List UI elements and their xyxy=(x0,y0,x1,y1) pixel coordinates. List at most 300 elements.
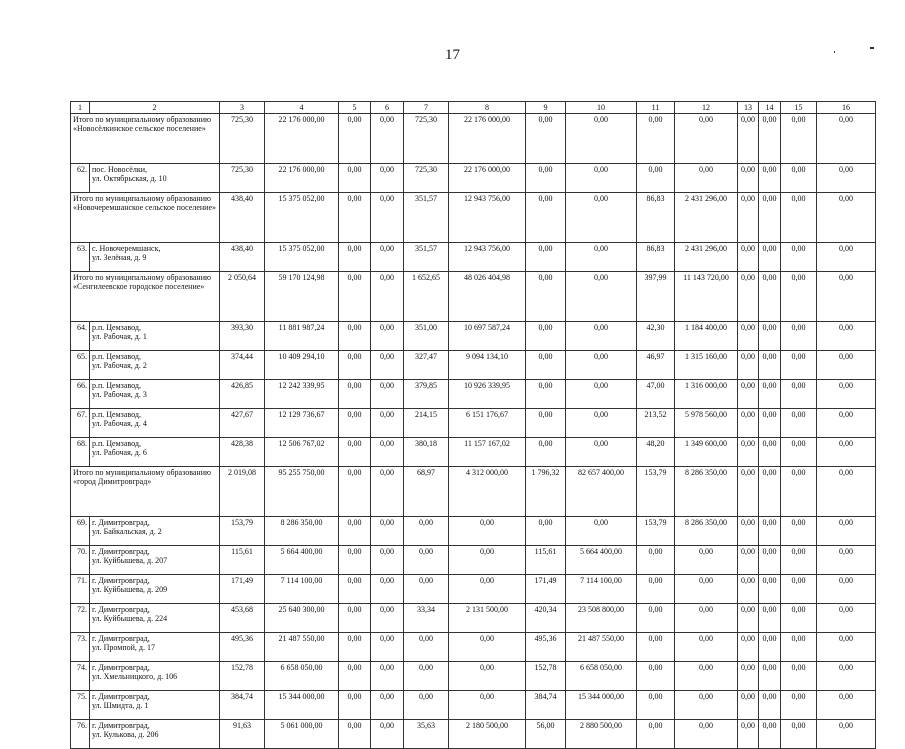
row-index: 75. xyxy=(71,691,90,720)
address-locality: р.п. Цемзавод, xyxy=(92,352,141,361)
address-cell xyxy=(90,164,220,193)
value-cell: 86,83 xyxy=(637,243,675,272)
value-cell: 0,00 xyxy=(675,164,738,193)
value-cell: 2 880 500,00 xyxy=(566,720,637,749)
row-index: 66. xyxy=(71,380,90,409)
page-number: 17 xyxy=(445,47,460,63)
value-cell: 0,00 xyxy=(675,691,738,720)
value-cell: 0,00 xyxy=(781,272,817,322)
value-cell: 0,00 xyxy=(339,438,371,467)
value-cell: 327,47 xyxy=(404,351,449,380)
value-cell: 0,00 xyxy=(637,114,675,164)
value-cell: 0,00 xyxy=(371,662,404,691)
value-cell: 0,00 xyxy=(738,243,759,272)
value-cell: 0,00 xyxy=(339,633,371,662)
value-cell: 0,00 xyxy=(738,164,759,193)
address-street: ул. Рабочая, д. 4 xyxy=(92,419,147,428)
value-cell: 33,34 xyxy=(404,604,449,633)
address-cell xyxy=(90,691,220,720)
value-cell: 86,83 xyxy=(637,193,675,243)
table-row xyxy=(71,633,876,662)
address-cell xyxy=(90,409,220,438)
value-cell: 0,00 xyxy=(738,467,759,517)
value-cell: 47,00 xyxy=(637,380,675,409)
value-cell: 351,57 xyxy=(404,243,449,272)
value-cell: 0,00 xyxy=(675,575,738,604)
value-cell: 0,00 xyxy=(371,243,404,272)
address-cell xyxy=(90,662,220,691)
value-cell: 23 508 800,00 xyxy=(566,604,637,633)
address-locality: с. Новочеремшанск, xyxy=(92,244,161,253)
value-cell: 48 026 404,98 xyxy=(449,272,526,322)
table-row xyxy=(71,409,876,438)
value-cell: 0,00 xyxy=(339,193,371,243)
value-cell: 0,00 xyxy=(817,633,876,662)
value-cell: 0,00 xyxy=(781,380,817,409)
value-cell: 0,00 xyxy=(526,438,566,467)
value-cell: 0,00 xyxy=(449,662,526,691)
value-cell: 9 094 134,10 xyxy=(449,351,526,380)
column-number: 5 xyxy=(339,102,371,114)
value-cell: 0,00 xyxy=(781,351,817,380)
value-cell: 153,79 xyxy=(637,467,675,517)
value-cell: 0,00 xyxy=(371,114,404,164)
value-cell: 0,00 xyxy=(371,575,404,604)
address-street: ул. Рабочая, д. 3 xyxy=(92,390,147,399)
value-cell: 0,00 xyxy=(738,438,759,467)
value-cell: 22 176 000,00 xyxy=(449,164,526,193)
value-cell: 0,00 xyxy=(817,322,876,351)
subtotal-row xyxy=(71,272,876,322)
value-cell: 0,00 xyxy=(637,164,675,193)
value-cell: 214,15 xyxy=(404,409,449,438)
value-cell: 0,00 xyxy=(637,546,675,575)
value-cell: 0,00 xyxy=(759,243,781,272)
value-cell: 0,00 xyxy=(339,467,371,517)
address-locality: г. Димитровград, xyxy=(92,547,150,556)
value-cell: 12 129 736,67 xyxy=(265,409,339,438)
value-cell: 725,30 xyxy=(404,164,449,193)
value-cell: 8 286 350,00 xyxy=(265,517,339,546)
address-street: ул. Шмидта, д. 1 xyxy=(92,701,149,710)
row-index: 64. xyxy=(71,322,90,351)
value-cell: 0,00 xyxy=(637,575,675,604)
table-row xyxy=(71,322,876,351)
address-cell xyxy=(90,720,220,749)
value-cell: 393,30 xyxy=(220,322,265,351)
value-cell: 374,44 xyxy=(220,351,265,380)
value-cell: 11 881 987,24 xyxy=(265,322,339,351)
row-index: 63. xyxy=(71,243,90,272)
value-cell: 0,00 xyxy=(566,322,637,351)
value-cell: 0,00 xyxy=(781,633,817,662)
column-number-row xyxy=(71,102,876,114)
value-cell: 0,00 xyxy=(781,517,817,546)
value-cell: 0,00 xyxy=(339,575,371,604)
value-cell: 0,00 xyxy=(526,517,566,546)
value-cell: 10 409 294,10 xyxy=(265,351,339,380)
value-cell: 0,00 xyxy=(817,409,876,438)
table-row xyxy=(71,380,876,409)
value-cell: 0,00 xyxy=(339,164,371,193)
value-cell: 5 978 560,00 xyxy=(675,409,738,438)
value-cell: 0,00 xyxy=(371,380,404,409)
value-cell: 2 019,08 xyxy=(220,467,265,517)
value-cell: 0,00 xyxy=(566,164,637,193)
scan-speck xyxy=(870,47,874,49)
value-cell: 6 658 050,00 xyxy=(566,662,637,691)
value-cell: 0,00 xyxy=(404,691,449,720)
value-cell: 12 506 767,02 xyxy=(265,438,339,467)
value-cell: 0,00 xyxy=(738,517,759,546)
value-cell: 0,00 xyxy=(339,351,371,380)
address-street: ул. Зелёная, д. 9 xyxy=(92,253,147,262)
value-cell: 0,00 xyxy=(449,691,526,720)
value-cell: 56,00 xyxy=(526,720,566,749)
column-number: 7 xyxy=(404,102,449,114)
value-cell: 152,78 xyxy=(526,662,566,691)
value-cell: 397,99 xyxy=(637,272,675,322)
value-cell: 115,61 xyxy=(220,546,265,575)
value-cell: 0,00 xyxy=(339,272,371,322)
row-index: 74. xyxy=(71,662,90,691)
value-cell: 0,00 xyxy=(526,164,566,193)
value-cell: 0,00 xyxy=(371,691,404,720)
value-cell: 21 487 550,00 xyxy=(265,633,339,662)
value-cell: 0,00 xyxy=(371,720,404,749)
row-index: 68. xyxy=(71,438,90,467)
row-index: 62. xyxy=(71,164,90,193)
value-cell: 0,00 xyxy=(817,546,876,575)
table-row xyxy=(71,691,876,720)
value-cell: 0,00 xyxy=(526,193,566,243)
value-cell: 0,00 xyxy=(781,243,817,272)
value-cell: 453,68 xyxy=(220,604,265,633)
address-locality: р.п. Цемзавод, xyxy=(92,439,141,448)
value-cell: 0,00 xyxy=(526,272,566,322)
value-cell: 0,00 xyxy=(759,633,781,662)
value-cell: 171,49 xyxy=(526,575,566,604)
value-cell: 5 061 000,00 xyxy=(265,720,339,749)
value-cell: 0,00 xyxy=(759,517,781,546)
value-cell: 0,00 xyxy=(817,691,876,720)
row-index: 69. xyxy=(71,517,90,546)
value-cell: 46,97 xyxy=(637,351,675,380)
value-cell: 0,00 xyxy=(675,114,738,164)
table-row xyxy=(71,720,876,749)
value-cell: 379,85 xyxy=(404,380,449,409)
value-cell: 4 312 000,00 xyxy=(449,467,526,517)
address-cell xyxy=(90,604,220,633)
value-cell: 0,00 xyxy=(759,193,781,243)
value-cell: 0,00 xyxy=(817,351,876,380)
row-index: 73. xyxy=(71,633,90,662)
row-index: 76. xyxy=(71,720,90,749)
value-cell: 0,00 xyxy=(781,438,817,467)
value-cell: 0,00 xyxy=(759,380,781,409)
row-index: 70. xyxy=(71,546,90,575)
table-row xyxy=(71,243,876,272)
value-cell: 0,00 xyxy=(339,243,371,272)
value-cell: 0,00 xyxy=(637,633,675,662)
value-cell: 495,36 xyxy=(526,633,566,662)
value-cell: 0,00 xyxy=(339,546,371,575)
scan-speck xyxy=(834,51,835,53)
value-cell: 5 664 400,00 xyxy=(265,546,339,575)
address-cell xyxy=(90,351,220,380)
value-cell: 725,30 xyxy=(220,114,265,164)
value-cell: 2 180 500,00 xyxy=(449,720,526,749)
value-cell: 0,00 xyxy=(404,546,449,575)
value-cell: 0,00 xyxy=(759,409,781,438)
value-cell: 42,30 xyxy=(637,322,675,351)
value-cell: 0,00 xyxy=(371,193,404,243)
address-street: ул. Рабочая, д. 6 xyxy=(92,448,147,457)
value-cell: 0,00 xyxy=(637,691,675,720)
value-cell: 0,00 xyxy=(566,114,637,164)
value-cell: 7 114 100,00 xyxy=(265,575,339,604)
value-cell: 153,79 xyxy=(637,517,675,546)
address-cell xyxy=(90,243,220,272)
value-cell: 11 157 167,02 xyxy=(449,438,526,467)
value-cell: 0,00 xyxy=(566,517,637,546)
value-cell: 0,00 xyxy=(339,691,371,720)
value-cell: 35,63 xyxy=(404,720,449,749)
value-cell: 0,00 xyxy=(759,438,781,467)
value-cell: 0,00 xyxy=(566,272,637,322)
value-cell: 0,00 xyxy=(738,272,759,322)
value-cell: 0,00 xyxy=(738,691,759,720)
value-cell: 0,00 xyxy=(738,575,759,604)
value-cell: 0,00 xyxy=(759,691,781,720)
value-cell: 384,74 xyxy=(220,691,265,720)
value-cell: 21 487 550,00 xyxy=(566,633,637,662)
value-cell: 426,85 xyxy=(220,380,265,409)
value-cell: 1 796,32 xyxy=(526,467,566,517)
column-number: 9 xyxy=(526,102,566,114)
column-number: 11 xyxy=(637,102,675,114)
value-cell: 0,00 xyxy=(566,351,637,380)
row-index: 71. xyxy=(71,575,90,604)
value-cell: 12 943 756,00 xyxy=(449,243,526,272)
value-cell: 0,00 xyxy=(759,322,781,351)
column-number: 4 xyxy=(265,102,339,114)
table-row xyxy=(71,604,876,633)
value-cell: 0,00 xyxy=(738,409,759,438)
value-cell: 495,36 xyxy=(220,633,265,662)
value-cell: 0,00 xyxy=(566,243,637,272)
value-cell: 0,00 xyxy=(738,720,759,749)
value-cell: 0,00 xyxy=(371,351,404,380)
value-cell: 0,00 xyxy=(371,546,404,575)
column-number: 13 xyxy=(738,102,759,114)
address-locality: р.п. Цемзавод, xyxy=(92,410,141,419)
subtotal-row xyxy=(71,114,876,164)
value-cell: 0,00 xyxy=(449,546,526,575)
address-street: ул. Куйбышева, д. 207 xyxy=(92,556,168,565)
value-cell: 0,00 xyxy=(781,575,817,604)
value-cell: 725,30 xyxy=(404,114,449,164)
value-cell: 0,00 xyxy=(637,604,675,633)
subtotal-row xyxy=(71,467,876,517)
value-cell: 351,57 xyxy=(404,193,449,243)
value-cell: 438,40 xyxy=(220,243,265,272)
value-cell: 0,00 xyxy=(781,604,817,633)
value-cell: 1 652,65 xyxy=(404,272,449,322)
value-cell: 22 176 000,00 xyxy=(265,164,339,193)
value-cell: 0,00 xyxy=(759,546,781,575)
value-cell: 0,00 xyxy=(781,409,817,438)
column-number: 3 xyxy=(220,102,265,114)
value-cell: 0,00 xyxy=(759,114,781,164)
value-cell: 2 431 296,00 xyxy=(675,193,738,243)
address-street: ул. Рабочая, д. 1 xyxy=(92,332,147,341)
value-cell: 0,00 xyxy=(817,164,876,193)
address-locality: г. Димитровград, xyxy=(92,605,150,614)
value-cell: 0,00 xyxy=(637,662,675,691)
column-number: 8 xyxy=(449,102,526,114)
value-cell: 6 658 050,00 xyxy=(265,662,339,691)
value-cell: 0,00 xyxy=(675,604,738,633)
value-cell: 0,00 xyxy=(404,575,449,604)
table-body xyxy=(71,102,876,749)
value-cell: 0,00 xyxy=(759,604,781,633)
value-cell: 0,00 xyxy=(339,604,371,633)
value-cell: 0,00 xyxy=(371,467,404,517)
value-cell: 420,34 xyxy=(526,604,566,633)
column-number: 12 xyxy=(675,102,738,114)
column-number: 1 xyxy=(71,102,90,114)
value-cell: 0,00 xyxy=(817,272,876,322)
column-number: 14 xyxy=(759,102,781,114)
value-cell: 0,00 xyxy=(339,662,371,691)
value-cell: 351,00 xyxy=(404,322,449,351)
address-street: ул. Хмельницкого, д. 106 xyxy=(92,672,178,681)
row-index: 65. xyxy=(71,351,90,380)
value-cell: 380,18 xyxy=(404,438,449,467)
address-locality: г. Димитровград, xyxy=(92,576,150,585)
value-cell: 10 926 339,95 xyxy=(449,380,526,409)
value-cell: 0,00 xyxy=(566,193,637,243)
value-cell: 12 943 756,00 xyxy=(449,193,526,243)
value-cell: 0,00 xyxy=(781,193,817,243)
value-cell: 11 143 720,00 xyxy=(675,272,738,322)
column-number: 2 xyxy=(90,102,220,114)
value-cell: 0,00 xyxy=(566,380,637,409)
column-number: 6 xyxy=(371,102,404,114)
address-locality: г. Димитровград, xyxy=(92,663,150,672)
value-cell: 8 286 350,00 xyxy=(675,467,738,517)
value-cell: 0,00 xyxy=(404,633,449,662)
value-cell: 0,00 xyxy=(371,409,404,438)
value-cell: 438,40 xyxy=(220,193,265,243)
value-cell: 59 170 124,98 xyxy=(265,272,339,322)
value-cell: 0,00 xyxy=(817,243,876,272)
municipality-total-label: Итого по муниципальному образованию «город Димитровград» xyxy=(71,467,220,517)
value-cell: 0,00 xyxy=(526,243,566,272)
value-cell: 0,00 xyxy=(781,546,817,575)
column-number: 10 xyxy=(566,102,637,114)
value-cell: 0,00 xyxy=(817,193,876,243)
table-row xyxy=(71,517,876,546)
value-cell: 725,30 xyxy=(220,164,265,193)
value-cell: 95 255 750,00 xyxy=(265,467,339,517)
address-street: ул. Рабочая, д. 2 xyxy=(92,361,147,370)
value-cell: 15 375 052,00 xyxy=(265,243,339,272)
value-cell: 0,00 xyxy=(781,322,817,351)
table-row xyxy=(71,662,876,691)
table-row xyxy=(71,575,876,604)
value-cell: 0,00 xyxy=(675,720,738,749)
value-cell: 428,38 xyxy=(220,438,265,467)
value-cell: 0,00 xyxy=(781,662,817,691)
value-cell: 2 050,64 xyxy=(220,272,265,322)
value-cell: 0,00 xyxy=(738,380,759,409)
address-locality: г. Димитровград, xyxy=(92,721,150,730)
value-cell: 0,00 xyxy=(449,575,526,604)
value-cell: 0,00 xyxy=(817,380,876,409)
value-cell: 0,00 xyxy=(675,662,738,691)
value-cell: 0,00 xyxy=(817,604,876,633)
address-cell xyxy=(90,322,220,351)
address-street: ул. Куйбышева, д. 209 xyxy=(92,585,168,594)
value-cell: 0,00 xyxy=(817,467,876,517)
municipality-total-label: Итого по муниципальному образованию «Сенгилеевское городское поселение» xyxy=(71,272,220,322)
table-row xyxy=(71,438,876,467)
register-table xyxy=(70,101,876,749)
address-cell xyxy=(90,517,220,546)
value-cell: 0,00 xyxy=(404,517,449,546)
value-cell: 0,00 xyxy=(339,517,371,546)
value-cell: 115,61 xyxy=(526,546,566,575)
value-cell: 15 344 000,00 xyxy=(265,691,339,720)
value-cell: 0,00 xyxy=(449,633,526,662)
value-cell: 0,00 xyxy=(339,322,371,351)
value-cell: 213,52 xyxy=(637,409,675,438)
address-street: ул. Байкальская, д. 2 xyxy=(92,527,162,536)
value-cell: 0,00 xyxy=(526,114,566,164)
row-index: 72. xyxy=(71,604,90,633)
value-cell: 0,00 xyxy=(526,322,566,351)
value-cell: 0,00 xyxy=(738,114,759,164)
address-cell xyxy=(90,575,220,604)
address-street: ул. Кулькова, д. 206 xyxy=(92,730,159,739)
address-cell xyxy=(90,546,220,575)
address-street: ул. Промпой, д. 17 xyxy=(92,643,155,652)
value-cell: 0,00 xyxy=(738,322,759,351)
value-cell: 0,00 xyxy=(404,662,449,691)
value-cell: 2 431 296,00 xyxy=(675,243,738,272)
address-locality: пос. Новосёлки, xyxy=(92,165,147,174)
value-cell: 0,00 xyxy=(566,438,637,467)
subtotal-row xyxy=(71,193,876,243)
value-cell: 1 315 160,00 xyxy=(675,351,738,380)
value-cell: 0,00 xyxy=(371,272,404,322)
value-cell: 48,20 xyxy=(637,438,675,467)
value-cell: 153,79 xyxy=(220,517,265,546)
address-locality: г. Димитровград, xyxy=(92,518,150,527)
value-cell: 6 151 176,67 xyxy=(449,409,526,438)
value-cell: 15 375 052,00 xyxy=(265,193,339,243)
value-cell: 0,00 xyxy=(759,575,781,604)
value-cell: 0,00 xyxy=(675,633,738,662)
column-number: 15 xyxy=(781,102,817,114)
value-cell: 0,00 xyxy=(637,720,675,749)
value-cell: 0,00 xyxy=(738,662,759,691)
value-cell: 0,00 xyxy=(781,720,817,749)
value-cell: 2 131 500,00 xyxy=(449,604,526,633)
value-cell: 0,00 xyxy=(817,575,876,604)
